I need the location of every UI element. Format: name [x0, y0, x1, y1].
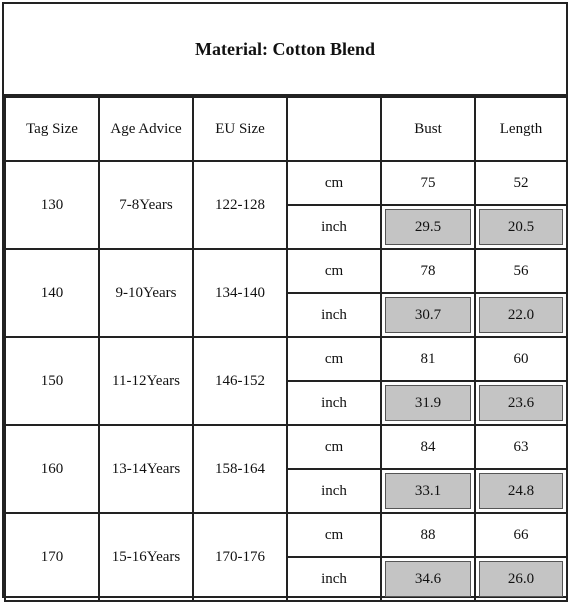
header-age-advice: Age Advice	[99, 97, 193, 161]
length-inch-value: 22.0	[479, 297, 563, 333]
length-inch-value: 20.5	[479, 209, 563, 245]
age-advice-cell: 15-16Years	[99, 513, 193, 601]
length-inch-value: 23.6	[479, 385, 563, 421]
size-row-cm	[5, 161, 567, 205]
bust-inch-cell	[381, 205, 475, 249]
unit-cm-cell: cm	[287, 337, 381, 381]
bust-inch-value: 34.6	[385, 561, 471, 597]
eu-size-cell: 134-140	[193, 249, 287, 337]
header-row	[5, 97, 567, 161]
size-chart	[2, 2, 568, 598]
length-cm-cell: 60	[475, 337, 567, 381]
length-inch-cell	[475, 205, 567, 249]
unit-inch-cell: inch	[287, 469, 381, 513]
tag-size-cell: 150	[5, 337, 99, 425]
bust-inch-value: 30.7	[385, 297, 471, 333]
length-cm-cell: 56	[475, 249, 567, 293]
bust-inch-cell	[381, 381, 475, 425]
bust-inch-cell	[381, 557, 475, 601]
length-cm-cell: 66	[475, 513, 567, 557]
length-inch-value: 24.8	[479, 473, 563, 509]
tag-size-cell: 130	[5, 161, 99, 249]
header-bust: Bust	[381, 97, 475, 161]
bust-inch-cell	[381, 293, 475, 337]
length-inch-value: 26.0	[479, 561, 563, 597]
length-inch-cell	[475, 293, 567, 337]
length-inch-cell	[475, 469, 567, 513]
age-advice-cell: 7-8Years	[99, 161, 193, 249]
age-advice-cell: 11-12Years	[99, 337, 193, 425]
header-eu-size: EU Size	[193, 97, 287, 161]
unit-cm-cell: cm	[287, 249, 381, 293]
eu-size-cell: 122-128	[193, 161, 287, 249]
tag-size-cell: 170	[5, 513, 99, 601]
unit-cm-cell: cm	[287, 513, 381, 557]
bust-inch-value: 33.1	[385, 473, 471, 509]
unit-inch-cell: inch	[287, 381, 381, 425]
size-row-cm	[5, 513, 567, 557]
bust-cm-cell: 78	[381, 249, 475, 293]
bust-inch-value: 29.5	[385, 209, 471, 245]
bust-inch-value: 31.9	[385, 385, 471, 421]
unit-inch-cell: inch	[287, 293, 381, 337]
eu-size-cell: 158-164	[193, 425, 287, 513]
eu-size-cell: 146-152	[193, 337, 287, 425]
bust-cm-cell: 81	[381, 337, 475, 381]
size-table	[4, 96, 568, 602]
tag-size-cell: 140	[5, 249, 99, 337]
unit-inch-cell: inch	[287, 205, 381, 249]
tag-size-cell: 160	[5, 425, 99, 513]
size-row-cm	[5, 249, 567, 293]
age-advice-cell: 13-14Years	[99, 425, 193, 513]
bust-inch-cell	[381, 469, 475, 513]
length-inch-cell	[475, 381, 567, 425]
header-tag-size: Tag Size	[5, 97, 99, 161]
chart-title: Material: Cotton Blend	[4, 4, 566, 96]
length-cm-cell: 52	[475, 161, 567, 205]
unit-inch-cell: inch	[287, 557, 381, 601]
length-inch-cell	[475, 557, 567, 601]
header-length: Length	[475, 97, 567, 161]
unit-cm-cell: cm	[287, 161, 381, 205]
bust-cm-cell: 84	[381, 425, 475, 469]
length-cm-cell: 63	[475, 425, 567, 469]
eu-size-cell: 170-176	[193, 513, 287, 601]
age-advice-cell: 9-10Years	[99, 249, 193, 337]
bust-cm-cell: 88	[381, 513, 475, 557]
unit-cm-cell: cm	[287, 425, 381, 469]
size-row-cm	[5, 337, 567, 381]
header-unit	[287, 97, 381, 161]
bust-cm-cell: 75	[381, 161, 475, 205]
size-row-cm	[5, 425, 567, 469]
